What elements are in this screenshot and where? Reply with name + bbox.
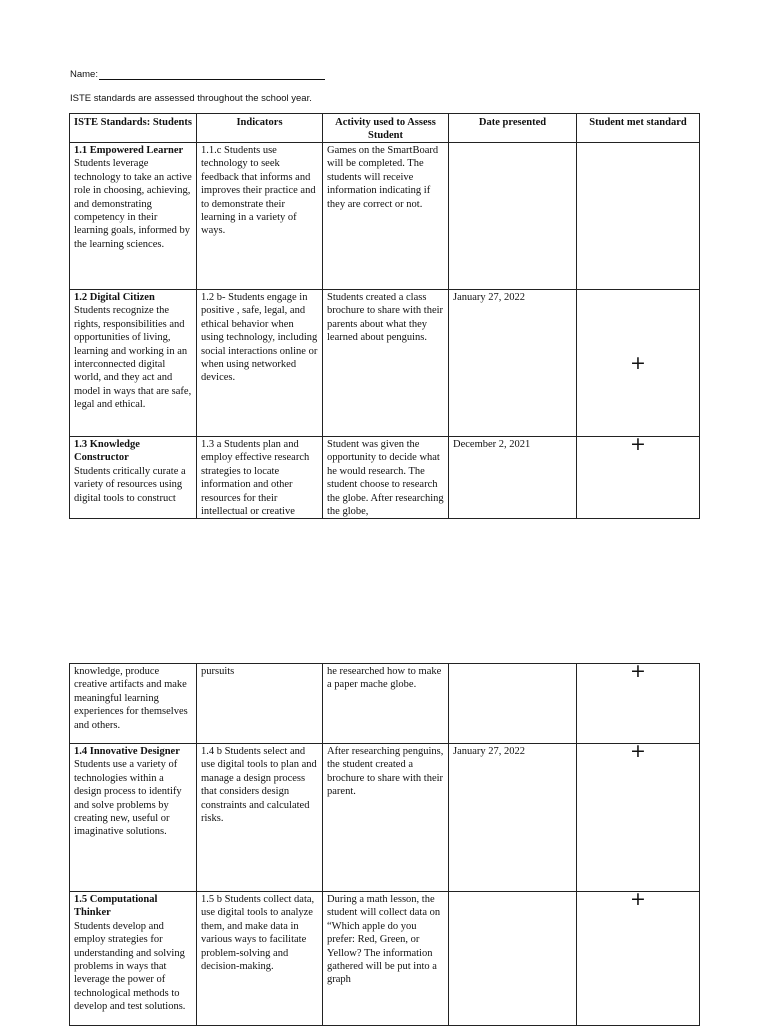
standards-table-page2 bbox=[69, 663, 700, 1026]
met-mark: + bbox=[630, 663, 646, 682]
standard-cell bbox=[70, 143, 197, 290]
date-cell bbox=[449, 143, 577, 290]
standard-text: Students develop and employ strategies for understanding and solving problems in ways that leverage the power of technological methods to develop and test solutions. bbox=[74, 920, 186, 1013]
indicator-cell: pursuits bbox=[197, 664, 323, 744]
name-blank-line bbox=[99, 69, 325, 80]
header-indicators: Indicators bbox=[197, 114, 323, 143]
met-mark: + bbox=[630, 436, 646, 455]
met-cell bbox=[577, 664, 700, 744]
indicator-cell: 1.1.c Students use technology to seek feedback that informs and improves their practice and to demonstrate their learning in a variety of ways. bbox=[197, 143, 323, 290]
standard-cell bbox=[70, 290, 197, 437]
met-mark: + bbox=[630, 891, 646, 910]
date-cell bbox=[449, 664, 577, 744]
indicator-text: 1.3 a Students plan and employ effective research strategies to locate information and other resources for their intellectual or creative bbox=[201, 439, 310, 518]
activity-cell: After researching penguins, the student created a brochure to share with their parent. bbox=[323, 744, 449, 892]
standards-table-page1 bbox=[69, 113, 700, 519]
activity-cell bbox=[323, 437, 449, 519]
indicator-cell bbox=[197, 437, 323, 519]
standard-cell bbox=[70, 437, 197, 519]
header-date: Date presented bbox=[449, 114, 577, 143]
met-cell bbox=[577, 744, 700, 892]
date-cell: December 2, 2021 bbox=[449, 437, 577, 519]
standard-title: 1.3 Knowledge Constructor bbox=[74, 439, 140, 464]
name-field bbox=[70, 69, 325, 80]
activity-text: Student was given the opportunity to decide what he would research. The student choose to research the globe. After researching the globe, bbox=[327, 439, 444, 518]
activity-cell: Students created a class brochure to share with their parents about what they learned about penguins. bbox=[323, 290, 449, 437]
standard-text: knowledge, produce creative artifacts and make meaningful learning experiences for themselves and others. bbox=[74, 666, 188, 731]
indicator-cell: 1.4 b Students select and use digital tools to plan and manage a design process that considers design constraints and calculated risks. bbox=[197, 744, 323, 892]
standard-text: Students use a variety of technologies within a design process to identify and solve problems by creating new, useful or imaginative solutions. bbox=[74, 759, 182, 838]
header-standards: ISTE Standards: Students bbox=[70, 114, 197, 143]
standard-text: Students recognize the rights, responsibilities and opportunities of living, learning and working in an interconnected digital world, and they act and model in ways that are safe, legal and ethical. bbox=[74, 305, 192, 411]
met-cell bbox=[577, 437, 700, 519]
header-activity: Activity used to Assess Student bbox=[323, 114, 449, 143]
date-cell bbox=[449, 892, 577, 1026]
table-header-row bbox=[70, 114, 700, 143]
table-row bbox=[70, 664, 700, 744]
table-row bbox=[70, 143, 700, 290]
standard-title: 1.2 Digital Citizen bbox=[74, 292, 155, 303]
standard-cell bbox=[70, 892, 197, 1026]
met-mark: + bbox=[630, 743, 646, 762]
met-cell bbox=[577, 290, 700, 437]
table-row bbox=[70, 437, 700, 519]
standard-cell bbox=[70, 664, 197, 744]
standard-title: 1.4 Innovative Designer bbox=[74, 746, 180, 757]
met-cell bbox=[577, 143, 700, 290]
activity-cell: he researched how to make a paper mache globe. bbox=[323, 664, 449, 744]
standard-title: 1.5 Computational Thinker bbox=[74, 894, 158, 919]
table-row bbox=[70, 744, 700, 892]
intro-text: ISTE standards are assessed throughout the school year. bbox=[70, 93, 312, 104]
date-cell: January 27, 2022 bbox=[449, 290, 577, 437]
header-met: Student met standard bbox=[577, 114, 700, 143]
activity-cell: Games on the SmartBoard will be completed. The students will receive information indicating if they are correct or not. bbox=[323, 143, 449, 290]
met-mark: + bbox=[630, 351, 646, 374]
indicator-cell: 1.2 b- Students engage in positive , safe, legal, and ethical behavior when using technology, including social interactions online or when using networked devices. bbox=[197, 290, 323, 437]
table-row bbox=[70, 892, 700, 1026]
date-cell: January 27, 2022 bbox=[449, 744, 577, 892]
standard-text: Students leverage technology to take an active role in choosing, achieving, and demonstrating competency in their learning goals, informed by the learning sciences. bbox=[74, 158, 192, 250]
table-row bbox=[70, 290, 700, 437]
indicator-cell: 1.5 b Students collect data, use digital tools to analyze them, and make data in various ways to facilitate problem-solving and decision-making. bbox=[197, 892, 323, 1026]
standard-cell bbox=[70, 744, 197, 892]
standard-title: 1.1 Empowered Learner bbox=[74, 145, 184, 156]
name-label: Name: bbox=[70, 69, 98, 80]
standard-text: Students critically curate a variety of resources using digital tools to construct bbox=[74, 465, 186, 504]
activity-cell: During a math lesson, the student will collect data on “Which apple do you prefer: Red, Green, or Yellow? The information gathered will be put into a graph bbox=[323, 892, 449, 1026]
met-cell bbox=[577, 892, 700, 1026]
